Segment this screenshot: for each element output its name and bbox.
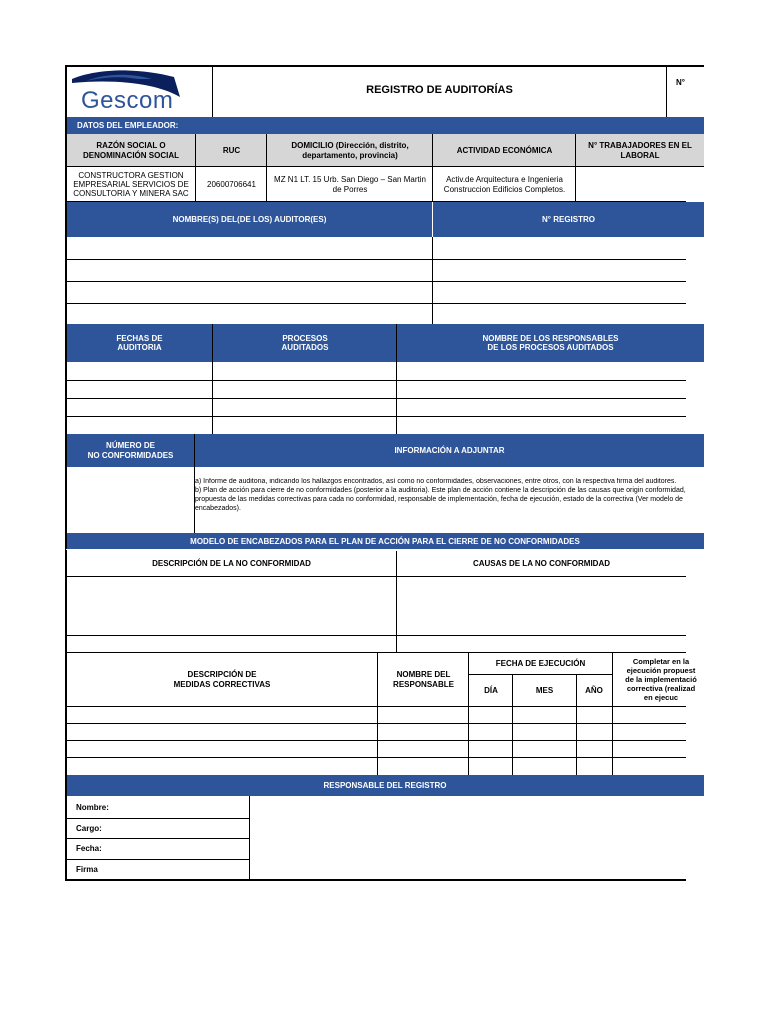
section-label-empleador-text: DATOS DEL EMPLEADOR: [77, 120, 179, 130]
header-completar-ejecucion: Completar en la ejecución propuest de la implementació correctiva (realizad en ejecuc [625, 657, 697, 702]
divider [66, 201, 686, 202]
fecha-label: Fecha: [76, 844, 102, 853]
form-title: REGISTRO DE AUDITORÍAS [366, 84, 513, 96]
header-domicilio: DOMICILIO (Dirección, distrito, departamento, provincia) [266, 134, 433, 167]
header-dia: DÍA [484, 685, 498, 695]
header-fechas-auditoria: FECHAS DE AUDITORIA [66, 324, 213, 362]
value-ruc: 20600706641 [195, 167, 267, 202]
form-number-label: N° [676, 78, 685, 87]
modelo-encabezados-title: MODELO DE ENCABEZADOS PARA EL PLAN DE ACCIÓN PARA EL CIERRE DE NO CONFORMIDADES [66, 533, 704, 550]
firma-label: Firma [76, 864, 98, 874]
value-actividad: Activ.de Arquitectura e Ingenieria Construccion Edificios Completos. [432, 167, 576, 202]
logo-text: Gescom [81, 87, 174, 114]
header-nombre-responsable: NOMBRE DEL RESPONSABLE [393, 670, 454, 689]
value-domicilio: MZ N1 LT. 15 Urb. San Diego – San Martin de Porres [266, 167, 433, 202]
header-nombre-auditor: NOMBRE(S) DEL(DE LOS) AUDITOR(ES) [66, 202, 433, 237]
header-trabajadores: N° TRABAJADORES EN EL LABORAL [575, 134, 704, 167]
header-n-registro: N° REGISTRO [433, 202, 704, 237]
header-causas-no-conformidad: CAUSAS DE LA NO CONFORMIDAD [472, 558, 611, 568]
nombre-label: Nombre: [76, 803, 109, 812]
header-informacion-adjuntar: INFORMACIÓN A ADJUNTAR [195, 434, 704, 467]
informacion-adjuntar-text: a) Informe de auditoria, indicando los hallazgos encontrados, así como no conformidades, observaciones, entre otros, con la respectiva firma del auditores. b) Plan de acción para cierre de no conformidades (posterior a la auditoria). Este plan de acción contiene la descripción de las causas que origin conformidad, propuesta de las medidas correctivas para cada no conformidad, responsable de implementación, fecha de ejecución, estado de la correctiva (Ver modelo de encabezados). [195, 478, 686, 512]
divider [212, 67, 213, 117]
responsable-registro-title: RESPONSABLE DEL REGISTRO [66, 775, 704, 796]
cargo-label: Cargo: [76, 823, 102, 833]
divider [66, 549, 704, 550]
header-numero-no-conformidades: NÚMERO DE NO CONFORMIDADES [66, 434, 195, 467]
divider [66, 166, 704, 167]
header-actividad: ACTIVIDAD ECONÓMICA [432, 134, 576, 167]
header-mes: MES [535, 685, 554, 695]
header-procesos-auditados: PROCESOS AUDITADOS [213, 324, 397, 362]
header-ruc: RUC [195, 134, 267, 167]
header-responsables-procesos: NOMBRE DE LOS RESPONSABLES DE LOS PROCESOS AUDITADOS [397, 324, 704, 362]
header-fecha-ejecucion: FECHA DE EJECUCIÓN [495, 658, 586, 668]
header-razon-social: RAZÓN SOCIAL O DENOMINACIÓN SOCIAL [66, 134, 196, 167]
form-bottom-border [65, 879, 686, 881]
value-razon-social: CONSTRUCTORA GESTION EMPRESARIAL SERVICIOS DE CONSULTORIA Y MINERA SAC [73, 170, 189, 199]
header-anio: AÑO [585, 685, 603, 695]
divider [666, 67, 667, 117]
header-descripcion-medidas: DESCRIPCIÓN DE MEDIDAS CORRECTIVAS [173, 670, 271, 689]
header-descripcion-no-conformidad: DESCRIPCIÓN DE LA NO CONFORMIDAD [152, 558, 311, 568]
form-border [65, 65, 704, 881]
